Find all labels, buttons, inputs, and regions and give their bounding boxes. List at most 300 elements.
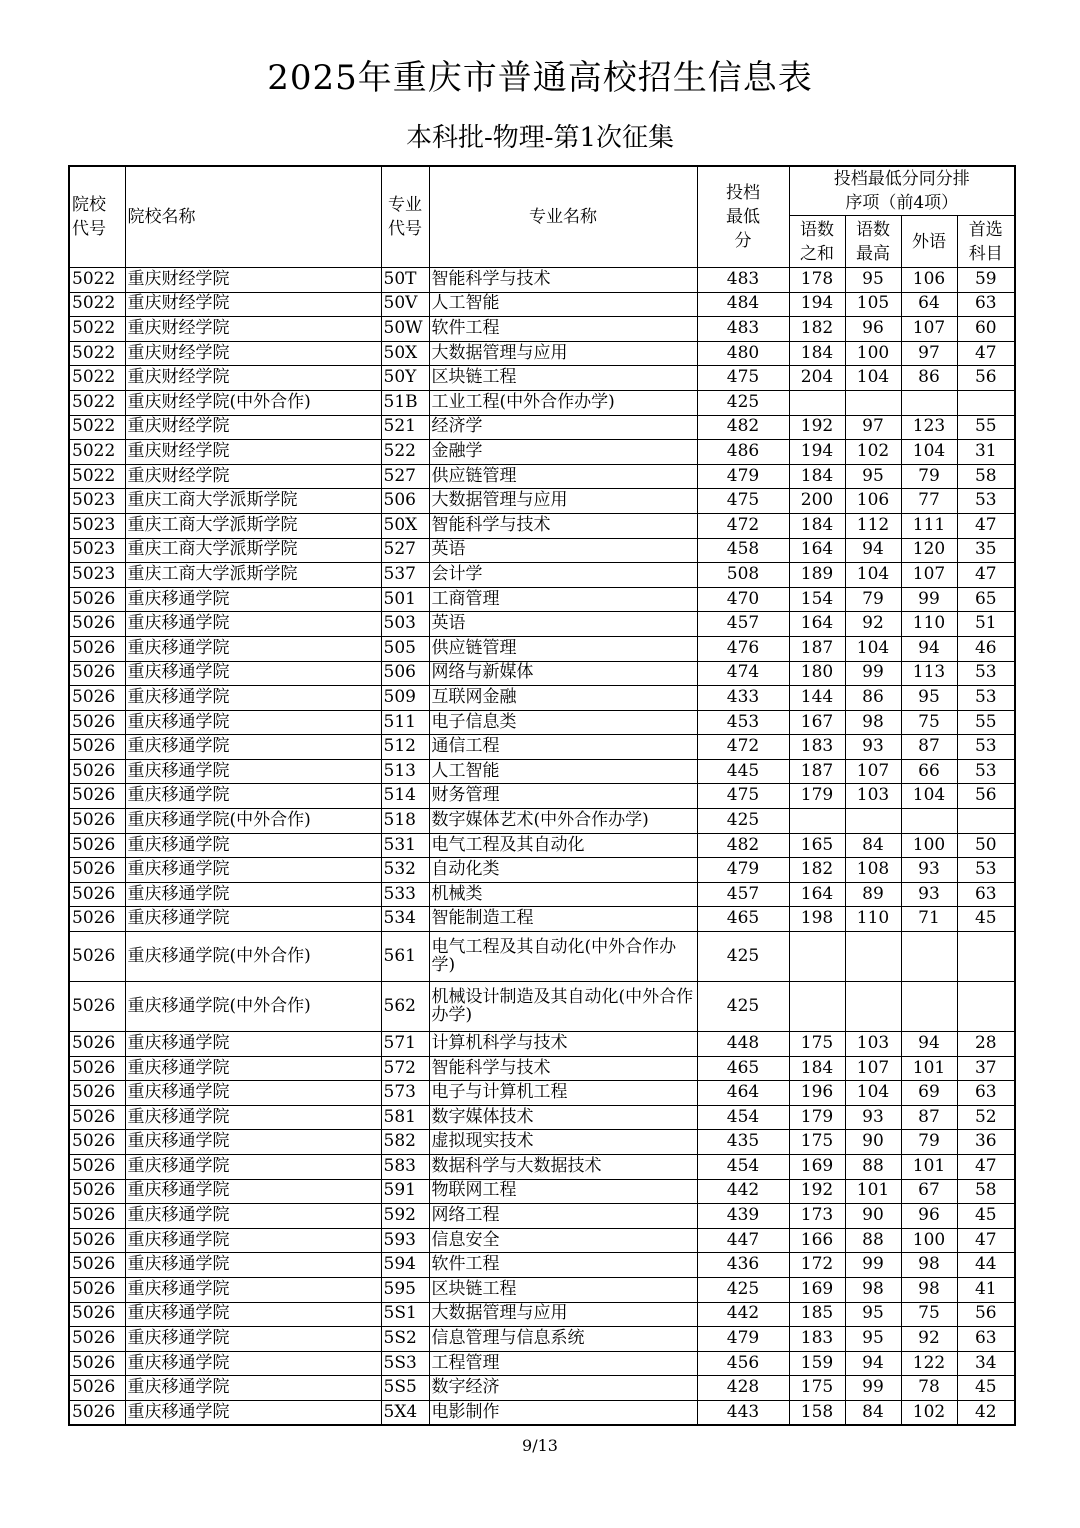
cell-shouxuan: 47 [957, 563, 1015, 588]
cell-major-code: 573 [381, 1081, 429, 1106]
cell-major-code: 50X [381, 341, 429, 366]
cell-major-name: 物联网工程 [429, 1179, 697, 1204]
cell-min-score: 457 [697, 882, 789, 907]
cell-yushu-sum: 166 [789, 1228, 845, 1253]
cell-school-name: 重庆移通学院 [125, 759, 381, 784]
cell-waiyu: 95 [901, 686, 957, 711]
cell-waiyu: 100 [901, 833, 957, 858]
cell-major-code: 50V [381, 292, 429, 317]
cell-major-name: 英语 [429, 538, 697, 563]
cell-shouxuan: 31 [957, 440, 1015, 465]
cell-yushu-sum: 179 [789, 1105, 845, 1130]
cell-school-code: 5026 [69, 932, 125, 982]
table-row [69, 858, 1015, 883]
cell-school-name: 重庆财经学院 [125, 440, 381, 465]
cell-min-score: 425 [697, 932, 789, 982]
cell-major-name: 供应链管理 [429, 636, 697, 661]
table-row [69, 292, 1015, 317]
cell-waiyu: 79 [901, 464, 957, 489]
table-row [69, 686, 1015, 711]
cell-yushu-sum: 187 [789, 759, 845, 784]
cell-school-code: 5022 [69, 415, 125, 440]
cell-school-code: 5026 [69, 784, 125, 809]
cell-shouxuan: 42 [957, 1400, 1015, 1425]
cell-yushu-sum: 159 [789, 1351, 845, 1376]
cell-school-name: 重庆财经学院(中外合作) [125, 390, 381, 415]
cell-yushu-sum: 175 [789, 1376, 845, 1401]
table-row [69, 882, 1015, 907]
table-row [69, 784, 1015, 809]
cell-min-score: 454 [697, 1155, 789, 1180]
cell-school-name: 重庆移通学院 [125, 907, 381, 932]
cell-major-name: 区块链工程 [429, 366, 697, 391]
cell-school-name: 重庆工商大学派斯学院 [125, 489, 381, 514]
cell-waiyu: 100 [901, 1228, 957, 1253]
cell-yushu-max: 79 [845, 587, 901, 612]
cell-yushu-max: 104 [845, 636, 901, 661]
cell-major-name: 机械设计制造及其自动化(中外合作办学) [429, 982, 697, 1032]
cell-school-code: 5026 [69, 1253, 125, 1278]
cell-yushu-sum: 167 [789, 710, 845, 735]
cell-waiyu: 96 [901, 1204, 957, 1229]
cell-min-score: 439 [697, 1204, 789, 1229]
cell-waiyu: 64 [901, 292, 957, 317]
cell-shouxuan: 53 [957, 489, 1015, 514]
cell-yushu-max: 96 [845, 317, 901, 342]
cell-waiyu: 123 [901, 415, 957, 440]
cell-yushu-sum: 200 [789, 489, 845, 514]
cell-waiyu: 106 [901, 268, 957, 293]
cell-shouxuan: 56 [957, 366, 1015, 391]
cell-school-name: 重庆财经学院 [125, 268, 381, 293]
table-row [69, 1228, 1015, 1253]
cell-min-score: 425 [697, 982, 789, 1032]
cell-school-code: 5026 [69, 710, 125, 735]
cell-school-code: 5026 [69, 833, 125, 858]
table-row [69, 489, 1015, 514]
cell-min-score: 453 [697, 710, 789, 735]
cell-yushu-sum: 169 [789, 1277, 845, 1302]
cell-yushu-max: 103 [845, 784, 901, 809]
table-row [69, 1302, 1015, 1327]
cell-major-code: 582 [381, 1130, 429, 1155]
cell-yushu-max: 104 [845, 366, 901, 391]
cell-major-name: 通信工程 [429, 735, 697, 760]
cell-major-name: 英语 [429, 612, 697, 637]
cell-shouxuan: 50 [957, 833, 1015, 858]
cell-yushu-max: 99 [845, 1253, 901, 1278]
table-row [69, 1155, 1015, 1180]
cell-shouxuan: 46 [957, 636, 1015, 661]
cell-min-score: 436 [697, 1253, 789, 1278]
cell-major-code: 5X4 [381, 1400, 429, 1425]
cell-major-name: 工程管理 [429, 1351, 697, 1376]
cell-min-score: 458 [697, 538, 789, 563]
cell-shouxuan: 28 [957, 1032, 1015, 1057]
cell-school-name: 重庆移通学院(中外合作) [125, 982, 381, 1032]
cell-major-code: 595 [381, 1277, 429, 1302]
cell-yushu-sum: 165 [789, 833, 845, 858]
cell-waiyu: 79 [901, 1130, 957, 1155]
cell-school-name: 重庆移通学院 [125, 1155, 381, 1180]
cell-yushu-max: 90 [845, 1130, 901, 1155]
cell-major-code: 501 [381, 587, 429, 612]
cell-major-name: 数字媒体艺术(中外合作办学) [429, 809, 697, 834]
table-row [69, 563, 1015, 588]
cell-yushu-sum: 184 [789, 464, 845, 489]
cell-school-name: 重庆移通学院 [125, 784, 381, 809]
cell-shouxuan: 47 [957, 1228, 1015, 1253]
cell-school-name: 重庆财经学院 [125, 464, 381, 489]
cell-major-code: 5S2 [381, 1327, 429, 1352]
cell-min-score: 483 [697, 268, 789, 293]
cell-yushu-sum: 183 [789, 1327, 845, 1352]
table-row [69, 661, 1015, 686]
cell-shouxuan: 36 [957, 1130, 1015, 1155]
cell-yushu-sum: 175 [789, 1032, 845, 1057]
table-row [69, 1032, 1015, 1057]
cell-waiyu: 111 [901, 513, 957, 538]
cell-school-code: 5026 [69, 1228, 125, 1253]
table-row [69, 341, 1015, 366]
header-tiebreak-group: 投档最低分同分排序项（前4项） [789, 166, 1015, 216]
header-major-code: 专业代号 [381, 166, 429, 268]
cell-waiyu: 66 [901, 759, 957, 784]
admission-table [68, 165, 1016, 1426]
cell-major-name: 网络与新媒体 [429, 661, 697, 686]
cell-major-name: 区块链工程 [429, 1277, 697, 1302]
cell-shouxuan: 45 [957, 907, 1015, 932]
cell-school-code: 5026 [69, 1351, 125, 1376]
cell-school-name: 重庆工商大学派斯学院 [125, 563, 381, 588]
cell-school-code: 5026 [69, 1032, 125, 1057]
cell-waiyu: 94 [901, 1032, 957, 1057]
cell-major-code: 522 [381, 440, 429, 465]
cell-school-name: 重庆移通学院 [125, 710, 381, 735]
cell-school-code: 5023 [69, 538, 125, 563]
cell-major-name: 软件工程 [429, 1253, 697, 1278]
cell-yushu-max: 86 [845, 686, 901, 711]
cell-yushu-sum: 179 [789, 784, 845, 809]
cell-school-code: 5026 [69, 1155, 125, 1180]
table-row [69, 440, 1015, 465]
table-row [69, 833, 1015, 858]
cell-waiyu: 107 [901, 317, 957, 342]
header-major-name: 专业名称 [429, 166, 697, 268]
cell-yushu-sum: 184 [789, 1056, 845, 1081]
cell-min-score: 475 [697, 784, 789, 809]
cell-min-score: 482 [697, 415, 789, 440]
cell-yushu-sum [789, 390, 845, 415]
cell-school-code: 5026 [69, 858, 125, 883]
cell-min-score: 445 [697, 759, 789, 784]
cell-yushu-max: 94 [845, 1351, 901, 1376]
table-row [69, 759, 1015, 784]
cell-waiyu: 87 [901, 1105, 957, 1130]
cell-school-code: 5023 [69, 563, 125, 588]
cell-waiyu: 86 [901, 366, 957, 391]
cell-shouxuan: 34 [957, 1351, 1015, 1376]
cell-major-code: 533 [381, 882, 429, 907]
header-school-name: 院校名称 [125, 166, 381, 268]
cell-major-name: 计算机科学与技术 [429, 1032, 697, 1057]
cell-major-code: 50X [381, 513, 429, 538]
cell-shouxuan: 37 [957, 1056, 1015, 1081]
cell-yushu-max: 108 [845, 858, 901, 883]
cell-waiyu: 97 [901, 341, 957, 366]
cell-major-code: 537 [381, 563, 429, 588]
cell-yushu-max: 105 [845, 292, 901, 317]
cell-major-name: 电气工程及其自动化 [429, 833, 697, 858]
cell-school-code: 5026 [69, 1105, 125, 1130]
table-row [69, 1253, 1015, 1278]
cell-major-name: 大数据管理与应用 [429, 341, 697, 366]
cell-major-code: 509 [381, 686, 429, 711]
header-school-code: 院校代号 [69, 166, 125, 268]
cell-yushu-sum: 189 [789, 563, 845, 588]
cell-yushu-max: 99 [845, 1376, 901, 1401]
cell-major-code: 514 [381, 784, 429, 809]
cell-school-code: 5026 [69, 1376, 125, 1401]
cell-yushu-max: 97 [845, 415, 901, 440]
table-row [69, 932, 1015, 982]
cell-major-name: 供应链管理 [429, 464, 697, 489]
cell-yushu-max [845, 809, 901, 834]
cell-min-score: 484 [697, 292, 789, 317]
cell-major-name: 智能科学与技术 [429, 268, 697, 293]
cell-waiyu: 77 [901, 489, 957, 514]
cell-min-score: 470 [697, 587, 789, 612]
cell-major-code: 5S5 [381, 1376, 429, 1401]
cell-school-name: 重庆移通学院 [125, 1277, 381, 1302]
cell-major-code: 572 [381, 1056, 429, 1081]
cell-major-name: 自动化类 [429, 858, 697, 883]
cell-school-code: 5026 [69, 1204, 125, 1229]
cell-major-name: 虚拟现实技术 [429, 1130, 697, 1155]
table-row [69, 1400, 1015, 1425]
cell-waiyu: 93 [901, 882, 957, 907]
cell-major-name: 电影制作 [429, 1400, 697, 1425]
cell-shouxuan: 53 [957, 759, 1015, 784]
cell-yushu-sum [789, 809, 845, 834]
cell-school-code: 5026 [69, 1302, 125, 1327]
cell-yushu-sum: 180 [789, 661, 845, 686]
cell-shouxuan [957, 390, 1015, 415]
cell-yushu-max: 93 [845, 1105, 901, 1130]
page-number: 9/13 [522, 1436, 558, 1455]
cell-yushu-max: 90 [845, 1204, 901, 1229]
cell-min-score: 479 [697, 464, 789, 489]
cell-school-code: 5026 [69, 587, 125, 612]
cell-major-name: 互联网金融 [429, 686, 697, 711]
cell-waiyu: 87 [901, 735, 957, 760]
cell-major-code: 505 [381, 636, 429, 661]
cell-waiyu: 107 [901, 563, 957, 588]
cell-min-score: 435 [697, 1130, 789, 1155]
cell-yushu-sum: 184 [789, 513, 845, 538]
cell-shouxuan: 51 [957, 612, 1015, 637]
cell-shouxuan: 63 [957, 1081, 1015, 1106]
cell-school-code: 5023 [69, 489, 125, 514]
cell-shouxuan: 65 [957, 587, 1015, 612]
table-row [69, 415, 1015, 440]
cell-min-score: 465 [697, 1056, 789, 1081]
table-row [69, 809, 1015, 834]
cell-school-code: 5026 [69, 907, 125, 932]
cell-yushu-sum: 182 [789, 317, 845, 342]
table-row [69, 1376, 1015, 1401]
cell-yushu-max: 112 [845, 513, 901, 538]
cell-min-score: 475 [697, 489, 789, 514]
table-row [69, 735, 1015, 760]
cell-school-code: 5026 [69, 1179, 125, 1204]
cell-waiyu: 75 [901, 1302, 957, 1327]
cell-major-name: 工商管理 [429, 587, 697, 612]
cell-shouxuan: 55 [957, 710, 1015, 735]
table-row [69, 1105, 1015, 1130]
cell-min-score: 443 [697, 1400, 789, 1425]
cell-yushu-max: 104 [845, 563, 901, 588]
cell-school-code: 5023 [69, 513, 125, 538]
table-row [69, 1204, 1015, 1229]
cell-min-score: 472 [697, 735, 789, 760]
cell-shouxuan: 45 [957, 1204, 1015, 1229]
cell-min-score: 486 [697, 440, 789, 465]
cell-shouxuan: 45 [957, 1376, 1015, 1401]
cell-school-name: 重庆移通学院 [125, 1327, 381, 1352]
cell-major-name: 数据科学与大数据技术 [429, 1155, 697, 1180]
cell-yushu-max: 106 [845, 489, 901, 514]
table-row [69, 710, 1015, 735]
cell-school-name: 重庆移通学院 [125, 1376, 381, 1401]
table-row [69, 366, 1015, 391]
cell-yushu-max [845, 932, 901, 982]
cell-major-code: 518 [381, 809, 429, 834]
table-body [69, 268, 1015, 1426]
cell-yushu-max: 103 [845, 1032, 901, 1057]
cell-waiyu [901, 982, 957, 1032]
table-row [69, 982, 1015, 1032]
cell-yushu-sum: 194 [789, 292, 845, 317]
cell-min-score: 447 [697, 1228, 789, 1253]
table-row [69, 612, 1015, 637]
cell-min-score: 442 [697, 1302, 789, 1327]
cell-school-name: 重庆移通学院 [125, 1253, 381, 1278]
cell-min-score: 425 [697, 390, 789, 415]
cell-school-code: 5026 [69, 809, 125, 834]
cell-yushu-sum: 164 [789, 612, 845, 637]
cell-shouxuan: 53 [957, 735, 1015, 760]
cell-waiyu: 102 [901, 1400, 957, 1425]
cell-waiyu: 75 [901, 710, 957, 735]
cell-yushu-max: 107 [845, 759, 901, 784]
cell-school-name: 重庆移通学院 [125, 858, 381, 883]
cell-yushu-sum: 184 [789, 341, 845, 366]
cell-major-name: 金融学 [429, 440, 697, 465]
cell-major-code: 521 [381, 415, 429, 440]
cell-yushu-sum: 187 [789, 636, 845, 661]
cell-yushu-sum: 158 [789, 1400, 845, 1425]
table-row [69, 1179, 1015, 1204]
cell-yushu-sum: 164 [789, 538, 845, 563]
cell-yushu-max: 104 [845, 1081, 901, 1106]
table-row [69, 390, 1015, 415]
table-row [69, 1277, 1015, 1302]
cell-waiyu: 104 [901, 784, 957, 809]
cell-school-name: 重庆移通学院 [125, 833, 381, 858]
page-subtitle: 本科批-物理-第1次征集 [405, 123, 675, 153]
table-row [69, 317, 1015, 342]
cell-major-code: 51B [381, 390, 429, 415]
cell-major-code: 50T [381, 268, 429, 293]
cell-major-name: 软件工程 [429, 317, 697, 342]
cell-major-code: 512 [381, 735, 429, 760]
cell-school-code: 5022 [69, 366, 125, 391]
table-row [69, 1056, 1015, 1081]
cell-waiyu: 78 [901, 1376, 957, 1401]
cell-school-name: 重庆移通学院 [125, 587, 381, 612]
cell-shouxuan [957, 982, 1015, 1032]
cell-major-name: 网络工程 [429, 1204, 697, 1229]
cell-min-score: 482 [697, 833, 789, 858]
cell-major-name: 电子与计算机工程 [429, 1081, 697, 1106]
cell-major-name: 智能科学与技术 [429, 1056, 697, 1081]
cell-min-score: 464 [697, 1081, 789, 1106]
cell-yushu-max [845, 982, 901, 1032]
cell-min-score: 465 [697, 907, 789, 932]
cell-waiyu: 122 [901, 1351, 957, 1376]
cell-major-code: 5S3 [381, 1351, 429, 1376]
cell-major-name: 大数据管理与应用 [429, 489, 697, 514]
cell-school-name: 重庆财经学院 [125, 366, 381, 391]
header-waiyu: 外语 [901, 216, 957, 268]
table-row [69, 1327, 1015, 1352]
cell-school-name: 重庆移通学院 [125, 1032, 381, 1057]
cell-school-name: 重庆财经学院 [125, 317, 381, 342]
cell-school-name: 重庆移通学院 [125, 882, 381, 907]
table-row [69, 268, 1015, 293]
cell-major-code: 506 [381, 661, 429, 686]
cell-yushu-max: 110 [845, 907, 901, 932]
cell-yushu-sum: 144 [789, 686, 845, 711]
cell-shouxuan: 41 [957, 1277, 1015, 1302]
cell-school-name: 重庆移通学院 [125, 1130, 381, 1155]
cell-shouxuan: 56 [957, 784, 1015, 809]
cell-school-code: 5022 [69, 440, 125, 465]
cell-major-name: 工业工程(中外合作办学) [429, 390, 697, 415]
cell-yushu-sum: 164 [789, 882, 845, 907]
cell-min-score: 472 [697, 513, 789, 538]
cell-major-code: 593 [381, 1228, 429, 1253]
cell-major-name: 电子信息类 [429, 710, 697, 735]
header-min-score: 投档最低分 [697, 166, 789, 268]
cell-yushu-sum: 196 [789, 1081, 845, 1106]
cell-school-code: 5026 [69, 982, 125, 1032]
cell-shouxuan: 52 [957, 1105, 1015, 1130]
cell-shouxuan: 53 [957, 661, 1015, 686]
cell-waiyu: 104 [901, 440, 957, 465]
table-row [69, 464, 1015, 489]
cell-major-name: 数字媒体技术 [429, 1105, 697, 1130]
cell-school-code: 5026 [69, 661, 125, 686]
cell-min-score: 475 [697, 366, 789, 391]
cell-yushu-max: 84 [845, 1400, 901, 1425]
cell-school-name: 重庆移通学院 [125, 735, 381, 760]
cell-shouxuan: 58 [957, 464, 1015, 489]
cell-major-code: 506 [381, 489, 429, 514]
cell-yushu-max: 93 [845, 735, 901, 760]
cell-yushu-sum: 175 [789, 1130, 845, 1155]
